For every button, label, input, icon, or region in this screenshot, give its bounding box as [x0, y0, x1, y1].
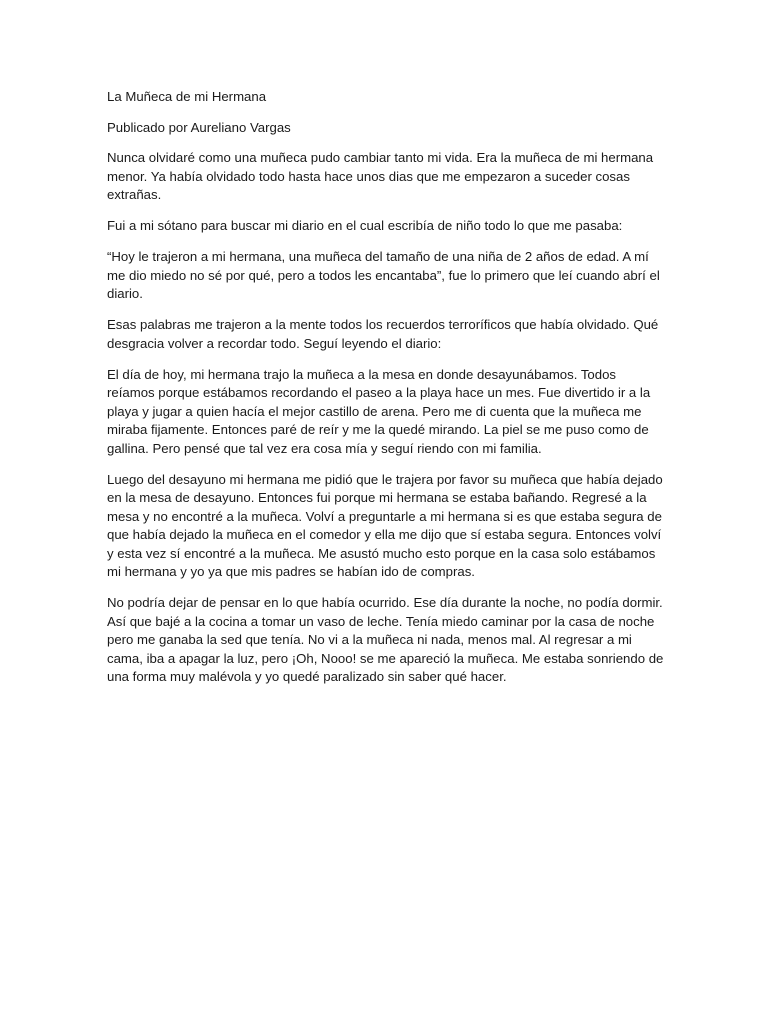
paragraph-1: Nunca olvidaré como una muñeca pudo cambiar tanto mi vida. Era la muñeca de mi hermana menor. Ya había olvidado todo hasta hace unos dias que me empezaron a suceder cosas extrañas.: [107, 150, 654, 202]
paragraph-2: Fui a mi sótano para buscar mi diario en el cual escribía de niño todo lo que me pasaba:: [107, 218, 623, 233]
paragraph-4: Esas palabras me trajeron a la mente todos los recuerdos terroríficos que había olvidado. Qué desgracia volver a recordar todo. Seguí leyendo el diario:: [107, 317, 659, 351]
paragraph-3: “Hoy le trajeron a mi hermana, una muñeca del tamaño de una niña de 2 años de edad. A mí me dio miedo no sé por qué, pero a todos les encantaba”, fue lo primero que leí cuando abrí el diario.: [107, 249, 660, 301]
document-title: La Muñeca de mi Hermana: [107, 89, 267, 104]
paragraph-5: El día de hoy, mi hermana trajo la muñeca a la mesa en donde desayunábamos. Todos reíamos porque estábamos recordando el paseo a la playa hace un mes. Fue divertido ir a la playa y jugar a quien hacía el mejor castillo de arena. Pero me di cuenta que la muñeca me miraba fijamente. Entonces paré de reír y me la quedé mirando. La piel se me puso como de gallina. Pero pensé que tal vez era cosa mía y seguí riendo con mi familia.: [107, 366, 651, 456]
paragraph-6: Luego del desayuno mi hermana me pidió que le trajera por favor su muñeca que había dejado en la mesa de desayuno. Entonces fui porque mi hermana se estaba bañando. Regresé a la mesa y no encontré a la muñeca. Volví a preguntarle a mi hermana si es que estaba segura de que había dejado la muñeca en el comedor y ella me dijo que sí estaba segura. Entonces volví y esta vez sí encontré a la muñeca. Me asustó mucho esto porque en la casa solo estábamos mi hermana y yo ya que mis padres se habían ido de compras.: [107, 471, 663, 579]
paragraph-7: No podría dejar de pensar en lo que había ocurrido. Ese día durante la noche, no podía dormir. Así que bajé a la cocina a tomar un vaso de leche. Tenía miedo caminar por la casa de noche pero me ganaba la sed que tenía. No vi a la muñeca ni nada, menos mal. Al regresar a mi cama, iba a apagar la luz, pero ¡Oh, Nooo! se me apareció la muñeca. Me estaba sonriendo de una forma muy malévola y yo quedé paralizado sin saber qué hacer.: [107, 595, 664, 684]
document-byline: Publicado por Aureliano Vargas: [107, 119, 291, 135]
document-page: [107, 88, 665, 699]
